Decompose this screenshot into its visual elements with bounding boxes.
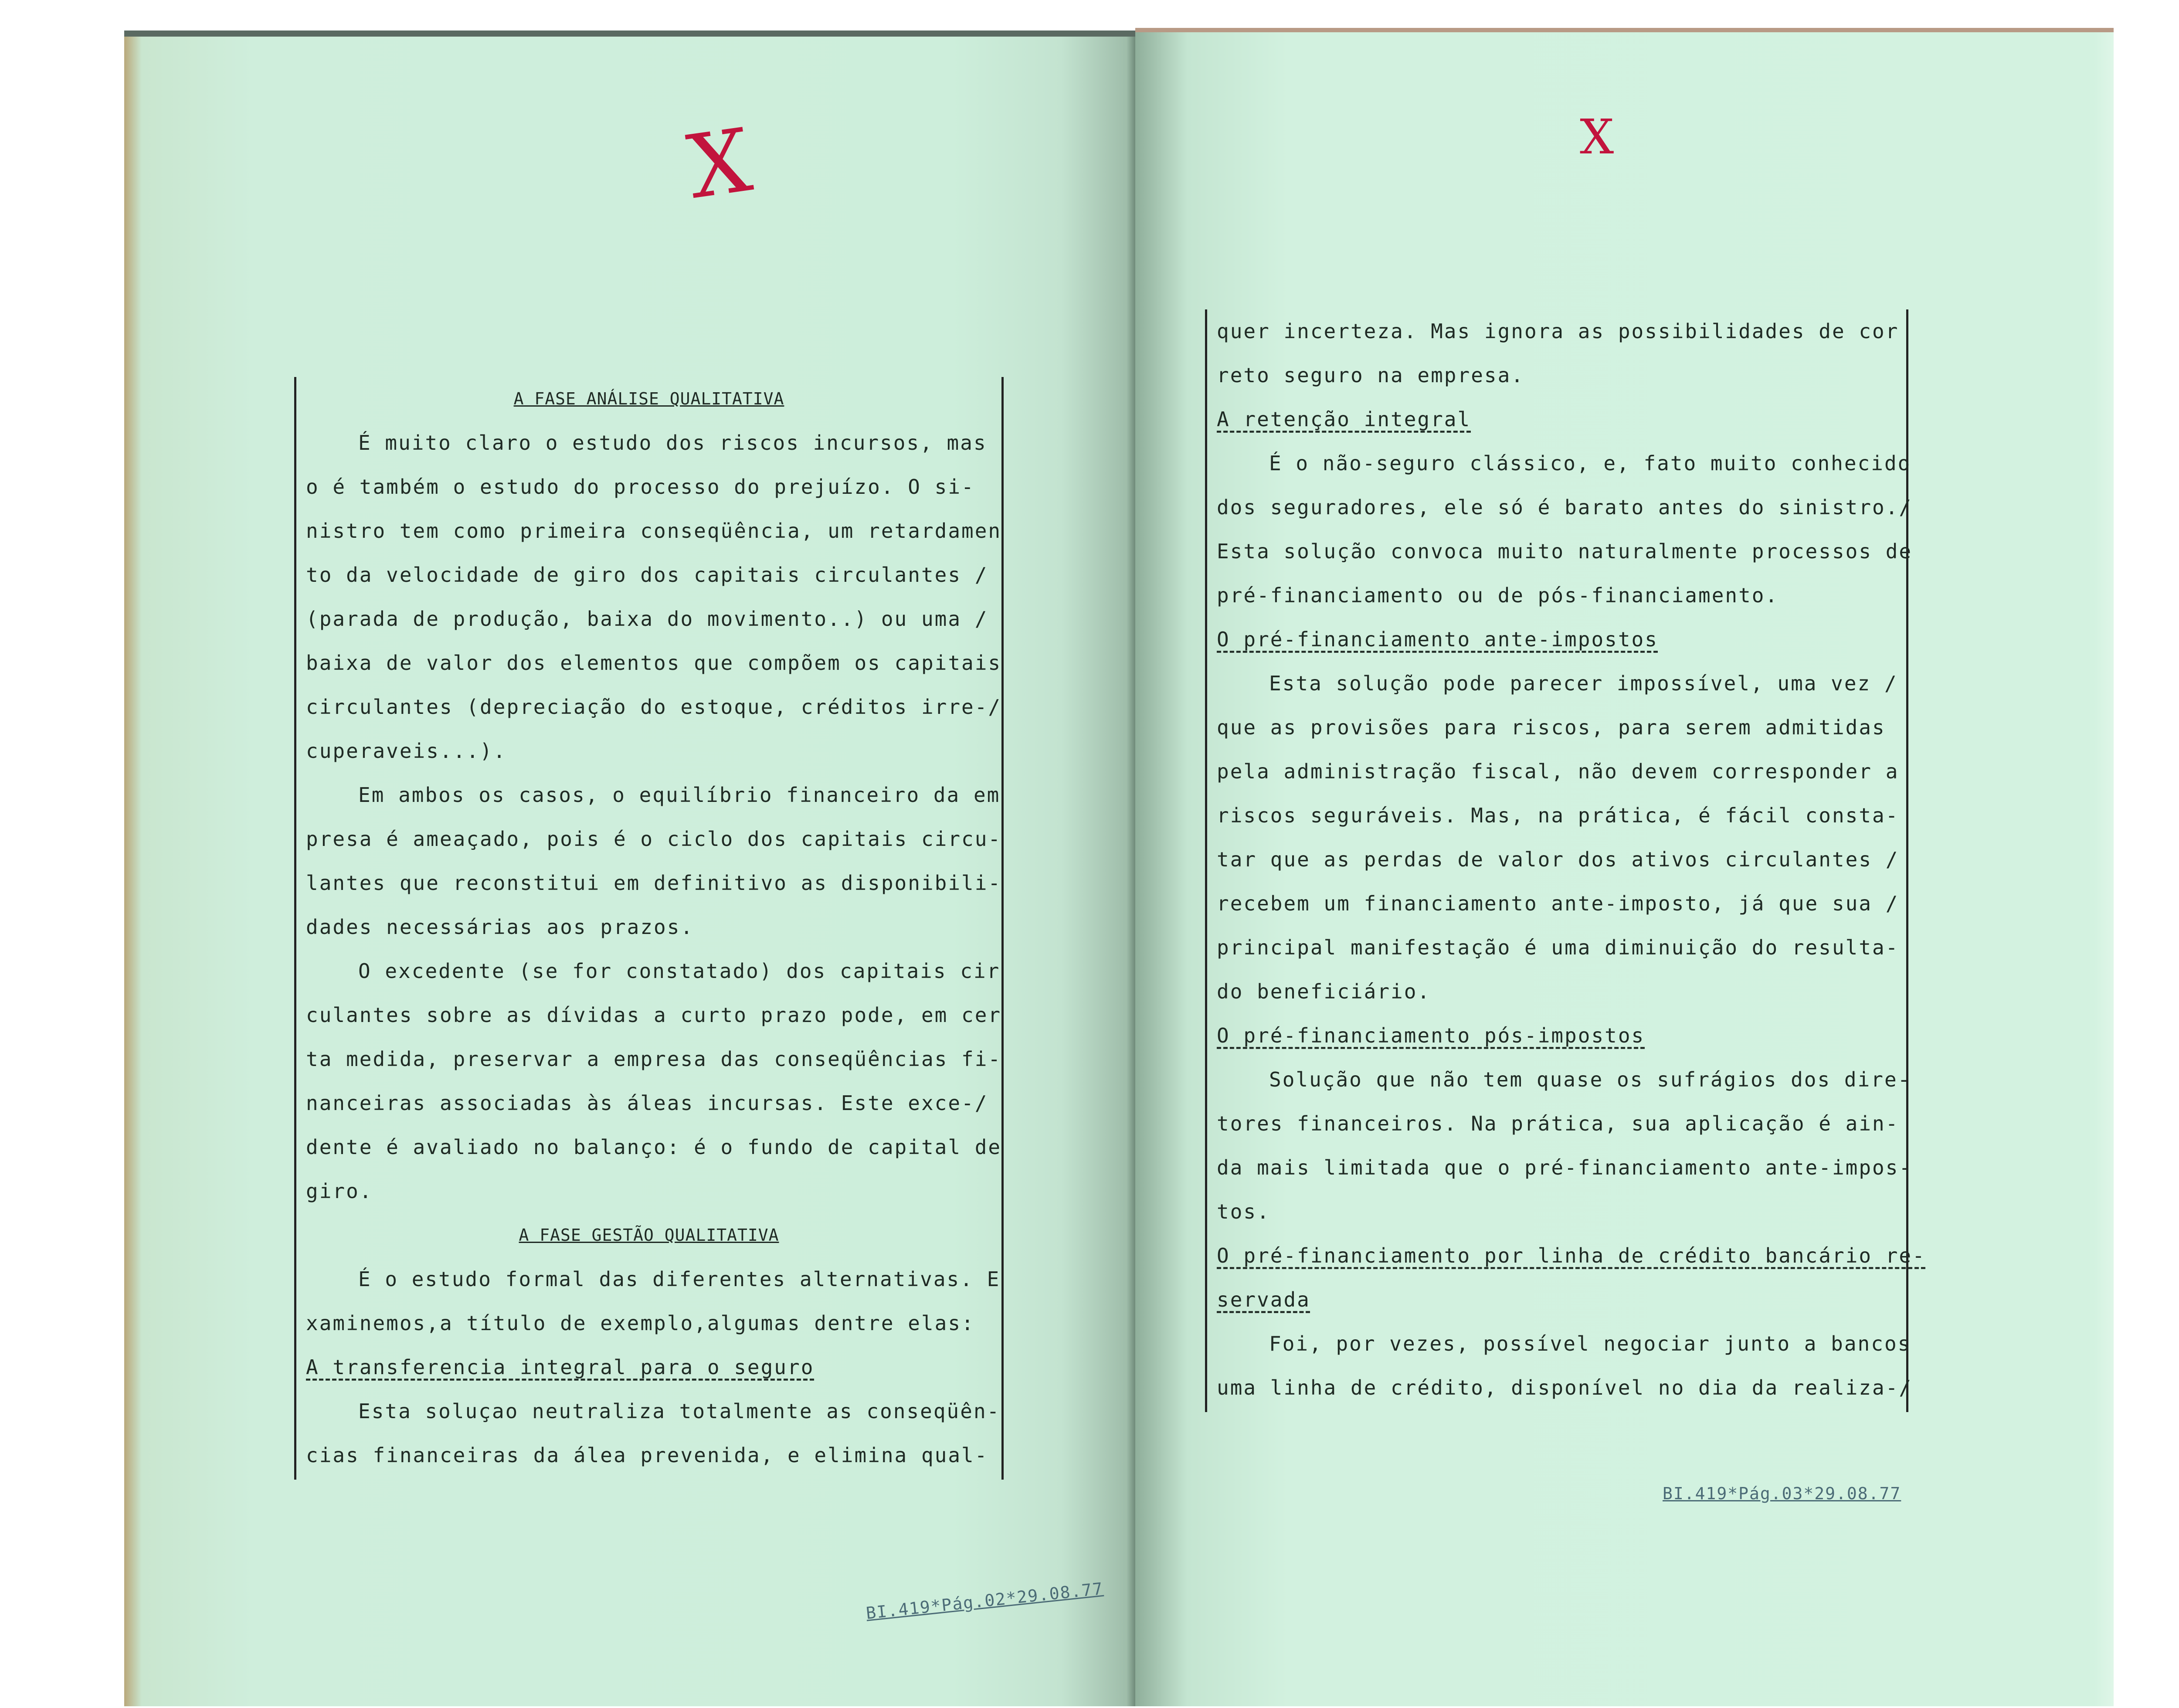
page-edge — [1135, 28, 2114, 32]
page-edge — [124, 31, 1135, 37]
text-line: Solução que não tem quase os sufrágios dos dire- — [1269, 1068, 1911, 1091]
right-text-column — [1205, 309, 1926, 1412]
left-text-column — [294, 377, 1004, 1480]
text-line: (parada de produção, baixa do movimento..) ou uma / — [306, 607, 988, 631]
text-line: o é também o estudo do processo do prejuízo. O si- — [306, 475, 975, 499]
subheading: O pré-financiamento ante-impostos — [1217, 628, 1658, 651]
text-line: dente é avaliado no balanço: é o fundo de capital de — [306, 1135, 1002, 1159]
text-line: circulantes (depreciação do estoque, créditos irre-/ — [306, 695, 1002, 719]
text-line: pré-financiamento ou de pós-financiamento. — [1217, 584, 1779, 607]
text-line: recebem um financiamento ante-imposto, já que sua / — [1217, 892, 1899, 915]
section-heading: A FASE ANÁLISE QUALITATIVA — [513, 389, 784, 408]
text-line: nistro tem como primeira conseqüência, um retardamen — [306, 519, 1002, 543]
text-line: tar que as perdas de valor dos ativos circulantes / — [1217, 848, 1899, 871]
text-line: que as provisões para riscos, para serem admitidas — [1217, 716, 1886, 739]
text-line: uma linha de crédito, disponível no dia da realiza-/ — [1217, 1376, 1913, 1399]
text-line: cuperaveis...). — [306, 739, 507, 763]
text-line: riscos seguráveis. Mas, na prática, é fácil consta- — [1217, 804, 1899, 827]
text-line: Em ambos os casos, o equilíbrio financeiro da em — [358, 783, 1001, 807]
page-footer-right: BI.419*Pág.03*29.08.77 — [1663, 1484, 1901, 1503]
text-line: to da velocidade de giro dos capitais circulantes / — [306, 563, 988, 587]
subheading: A retenção integral — [1217, 407, 1471, 431]
text-line: culantes sobre as dívidas a curto prazo pode, em cer — [306, 1003, 1002, 1027]
text-line: presa é ameaçado, pois é o ciclo dos capitais circu- — [306, 827, 1002, 851]
text-line: xaminemos,a título de exemplo,algumas dentre elas: — [306, 1311, 975, 1335]
text-line: É o estudo formal das diferentes alternativas. E — [358, 1267, 1001, 1291]
text-line: dades necessárias aos prazos. — [306, 915, 694, 939]
text-line: Esta soluçao neutraliza totalmente as conseqüên- — [358, 1399, 1001, 1423]
text-line: É o não-seguro clássico, e, fato muito conhecido — [1269, 452, 1911, 475]
subheading: O pré-financiamento pós-impostos — [1217, 1024, 1645, 1047]
section-heading: A FASE GESTÃO QUALITATIVA — [519, 1226, 779, 1245]
text-line: Foi, por vezes, possível negociar junto a bancos — [1269, 1332, 1911, 1355]
text-line: quer incerteza. Mas ignora as possibilidades de cor — [1217, 319, 1899, 343]
text-line: nanceiras associadas às áleas incursas. Este exce-/ — [306, 1091, 988, 1115]
text-line: lantes que reconstitui em definitivo as disponibili- — [306, 871, 1002, 895]
text-line: reto seguro na empresa. — [1217, 363, 1524, 387]
subheading: servada — [1217, 1288, 1310, 1311]
text-line: principal manifestação é uma diminuição do resulta- — [1217, 936, 1899, 959]
subheading: O pré-financiamento por linha de crédito bancário re- — [1217, 1244, 1926, 1267]
text-line: baixa de valor dos elementos que compõem os capitais — [306, 651, 1002, 675]
handwritten-mark-right: X — [1580, 109, 1614, 165]
text-line: pela administração fiscal, não devem corresponder a — [1217, 760, 1899, 783]
text-line: dos seguradores, ele só é barato antes do sinistro./ — [1217, 496, 1913, 519]
page-footer-left: BI.419*Pág.02*29.08.77 — [865, 1579, 1104, 1623]
text-line: tos. — [1217, 1200, 1270, 1223]
subheading: A transferencia integral para o seguro — [306, 1355, 815, 1379]
text-line: É muito claro o estudo dos riscos incursos, mas — [358, 431, 987, 455]
text-line: giro. — [306, 1179, 373, 1203]
text-line: da mais limitada que o pré-financiamento ante-impos- — [1217, 1156, 1913, 1179]
text-line: O excedente (se for constatado) dos capitais cir — [358, 959, 1001, 983]
text-line: tores financeiros. Na prática, sua aplicação é ain- — [1217, 1112, 1899, 1135]
text-line: do beneficiário. — [1217, 980, 1431, 1003]
text-line: Esta solução convoca muito naturalmente processos de — [1217, 540, 1913, 563]
text-line: ta medida, preservar a empresa das conseqüências fi- — [306, 1047, 1002, 1071]
text-line: Esta solução pode parecer impossível, uma vez / — [1269, 672, 1898, 695]
text-line: cias financeiras da álea prevenida, e elimina qual- — [306, 1443, 988, 1467]
handwritten-mark-left: X — [682, 109, 757, 219]
